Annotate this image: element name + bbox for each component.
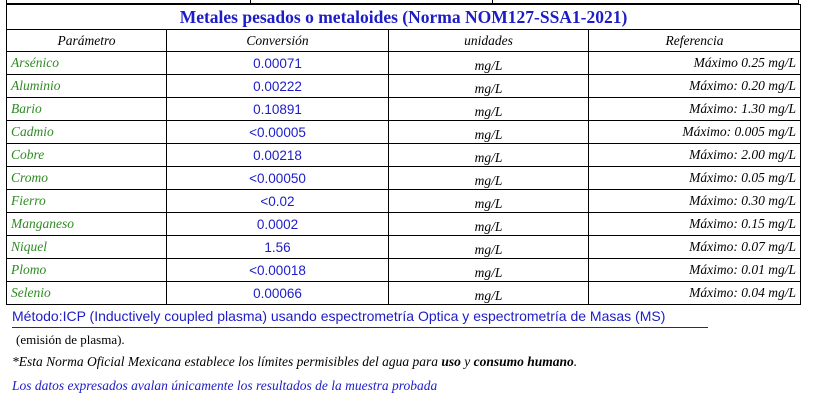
units-cell: mg/L: [389, 144, 589, 167]
parameter-cell: Manganeso: [7, 213, 167, 236]
table-row: [7, 52, 801, 75]
conversion-cell: 0.0002: [167, 213, 389, 236]
parameter-cell: Cadmio: [7, 121, 167, 144]
conversion-cell: 0.00071: [167, 52, 389, 75]
method-description: Método:ICP (Inductively coupled plasma) usando espectrometría Optica y espectrometría de Masas (MS): [12, 308, 666, 324]
note-suffix: .: [573, 354, 578, 369]
norm-note: [12, 354, 577, 370]
method-underline: [12, 327, 708, 328]
conversion-cell: 0.00218: [167, 144, 389, 167]
method-continuation: (emisión de plasma).: [16, 332, 125, 347]
units-cell: mg/L: [389, 98, 589, 121]
units-cell: mg/L: [389, 236, 589, 259]
units-cell: mg/L: [389, 213, 589, 236]
table-header-row: [7, 30, 801, 52]
reference-cell: Máximo: 0.005 mg/L: [589, 121, 801, 144]
table-title: Metales pesados o metaloides (Norma NOM127-SSA1-2021): [7, 5, 801, 30]
reference-cell: Máximo: 1.30 mg/L: [589, 98, 801, 121]
conversion-cell: <0.00005: [167, 121, 389, 144]
units-cell: mg/L: [389, 167, 589, 190]
reference-cell: Máximo: 0.01 mg/L: [589, 259, 801, 282]
parameter-cell: Fierro: [7, 190, 167, 213]
conversion-cell: 0.00222: [167, 75, 389, 98]
conversion-cell: <0.00018: [167, 259, 389, 282]
header-conversion: Conversión: [167, 30, 389, 52]
note-bold-use: uso: [441, 354, 461, 369]
parameter-cell: Bario: [7, 98, 167, 121]
units-cell: mg/L: [389, 282, 589, 305]
units-cell: mg/L: [389, 52, 589, 75]
header-parameter: Parámetro: [7, 30, 167, 52]
parameter-cell: Plomo: [7, 259, 167, 282]
parameter-cell: Cromo: [7, 167, 167, 190]
table-row: [7, 144, 801, 167]
table-row: [7, 282, 801, 305]
table-row: [7, 75, 801, 98]
reference-cell: Máximo 0.25 mg/L: [589, 52, 801, 75]
table-row: [7, 121, 801, 144]
reference-cell: Máximo: 2.00 mg/L: [589, 144, 801, 167]
reference-cell: Máximo: 0.04 mg/L: [589, 282, 801, 305]
table-row: [7, 167, 801, 190]
conversion-cell: <0.00050: [167, 167, 389, 190]
reference-cell: Máximo: 0.30 mg/L: [589, 190, 801, 213]
parameter-cell: Arsénico: [7, 52, 167, 75]
note-bold-consumption: consumo humano: [473, 354, 574, 369]
conversion-cell: 1.56: [167, 236, 389, 259]
reference-cell: Máximo: 0.07 mg/L: [589, 236, 801, 259]
table-row: [7, 259, 801, 282]
reference-cell: Máximo: 0.05 mg/L: [589, 167, 801, 190]
header-reference: Referencia: [589, 30, 801, 52]
note-prefix: *Esta Norma Oficial Mexicana establece los límites permisibles del agua para: [12, 354, 442, 369]
units-cell: mg/L: [389, 75, 589, 98]
parameter-cell: Cobre: [7, 144, 167, 167]
table-row: [7, 190, 801, 213]
units-cell: mg/L: [389, 190, 589, 213]
conversion-cell: 0.00066: [167, 282, 389, 305]
parameter-cell: Niquel: [7, 236, 167, 259]
parameter-cell: Selenio: [7, 282, 167, 305]
reference-cell: Máximo: 0.20 mg/L: [589, 75, 801, 98]
reference-cell: Máximo: 0.15 mg/L: [589, 213, 801, 236]
parameter-cell: Aluminio: [7, 75, 167, 98]
heavy-metals-table: [6, 4, 801, 305]
table-row: [7, 213, 801, 236]
conversion-cell: <0.02: [167, 190, 389, 213]
table-row: [7, 236, 801, 259]
table-row: [7, 98, 801, 121]
header-units: unidades: [389, 30, 589, 52]
note-middle: y: [460, 354, 474, 369]
results-disclaimer: Los datos expresados avalan únicamente los resultados de la muestra probada: [12, 378, 438, 393]
conversion-cell: 0.10891: [167, 98, 389, 121]
units-cell: mg/L: [389, 121, 589, 144]
units-cell: mg/L: [389, 259, 589, 282]
